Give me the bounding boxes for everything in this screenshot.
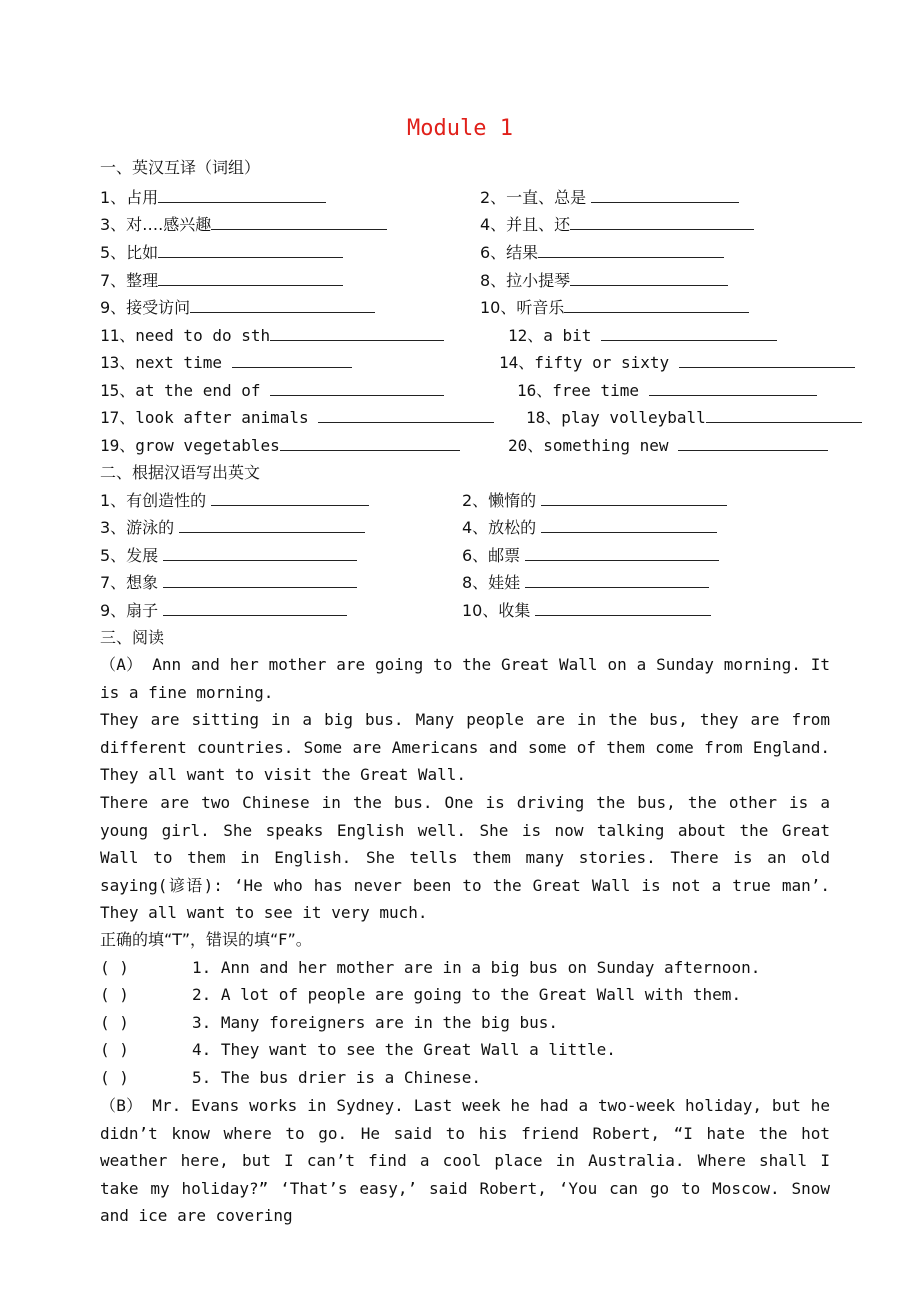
- s1-item: 8、拉小提琴: [480, 271, 728, 291]
- s1-item: 14、fifty or sixty: [499, 353, 855, 373]
- section2-heading: 二、根据汉语写出英文: [100, 463, 261, 482]
- page-title: Module 1: [407, 116, 513, 141]
- section3-heading: 三、阅读: [100, 628, 165, 647]
- s2-item: 7、想象: [100, 573, 357, 593]
- s1-item: 5、比如: [100, 243, 343, 263]
- passage-a: [100, 651, 830, 927]
- passage-a-paragraph: （A） Ann and her mother are going to the Great Wall on a Sunday morning. It is a fine morning.: [100, 655, 830, 702]
- s2-item: 8、娃娃: [462, 573, 709, 593]
- s1-item: 3、对….感兴趣: [100, 215, 387, 235]
- s2-item: 5、发展: [100, 546, 357, 566]
- s1-item: 17、look after animals: [100, 408, 494, 428]
- s2-item: 10、收集: [462, 601, 711, 621]
- s1-item: 2、一直、总是: [480, 188, 739, 208]
- s2-item: 4、放松的: [462, 518, 717, 538]
- s1-item: 12、a bit: [508, 326, 777, 346]
- s2-item: 1、有创造性的: [100, 491, 369, 511]
- tf-question: ( ) 4. They want to see the Great Wall a little.: [100, 1040, 616, 1059]
- s1-item: 4、并且、还: [480, 215, 754, 235]
- s1-item: 13、next time: [100, 353, 352, 373]
- s1-item: 16、free time: [517, 381, 817, 401]
- s2-item: 3、游泳的: [100, 518, 365, 538]
- s1-item: 1、占用: [100, 188, 326, 208]
- s1-item: 15、at the end of: [100, 381, 444, 401]
- passage-a-paragraph: They are sitting in a big bus. Many people are in the bus, they are from different countries. Some are Americans and some of them come from England. They all want to visit the Great Wall.: [100, 710, 830, 785]
- s2-item: 2、懒惰的: [462, 491, 727, 511]
- tf-question: ( ) 1. Ann and her mother are in a big bus on Sunday afternoon.: [100, 958, 761, 977]
- s1-item: 20、something new: [508, 436, 828, 456]
- passage-b: （B） Mr. Evans works in Sydney. Last week he had a two-week holiday, but he didn’t know where to go. He said to his friend Robert, “I hate the hot weather here, but I can’t find a cool place in Australia. Where shall I take my holiday?” ‘That’s easy,’ said Robert, ‘You can go to Moscow. Snow and ice are covering: [100, 1096, 830, 1226]
- s1-item: 7、整理: [100, 271, 343, 291]
- tf-question: ( ) 2. A lot of people are going to the Great Wall with them.: [100, 985, 742, 1004]
- s2-item: 9、扇子: [100, 601, 347, 621]
- tf-question: ( ) 3. Many foreigners are in the big bus.: [100, 1013, 559, 1032]
- s2-item: 6、邮票: [462, 546, 719, 566]
- s1-item: 19、grow vegetables: [100, 436, 460, 456]
- s1-item: 9、接受访问: [100, 298, 375, 318]
- tf-instruction: 正确的填“T”，错误的填“F”。: [100, 930, 312, 949]
- s1-item: 6、结果: [480, 243, 724, 263]
- tf-question: ( ) 5. The bus drier is a Chinese.: [100, 1068, 481, 1087]
- section1-heading: 一、英汉互译（词组）: [100, 158, 261, 177]
- s1-item: 11、need to do sth: [100, 326, 444, 346]
- s1-item: 10、听音乐: [480, 298, 749, 318]
- passage-a-paragraph: There are two Chinese in the bus. One is driving the bus, the other is a young girl. She speaks English well. She is now talking about the Great Wall to them in English. She tells them many stories. There is an old saying(谚语): ‘He who has never been to the Great Wall is not a true man’. They all want to see it very much.: [100, 792, 830, 923]
- s1-item: 18、play volleyball: [526, 408, 862, 428]
